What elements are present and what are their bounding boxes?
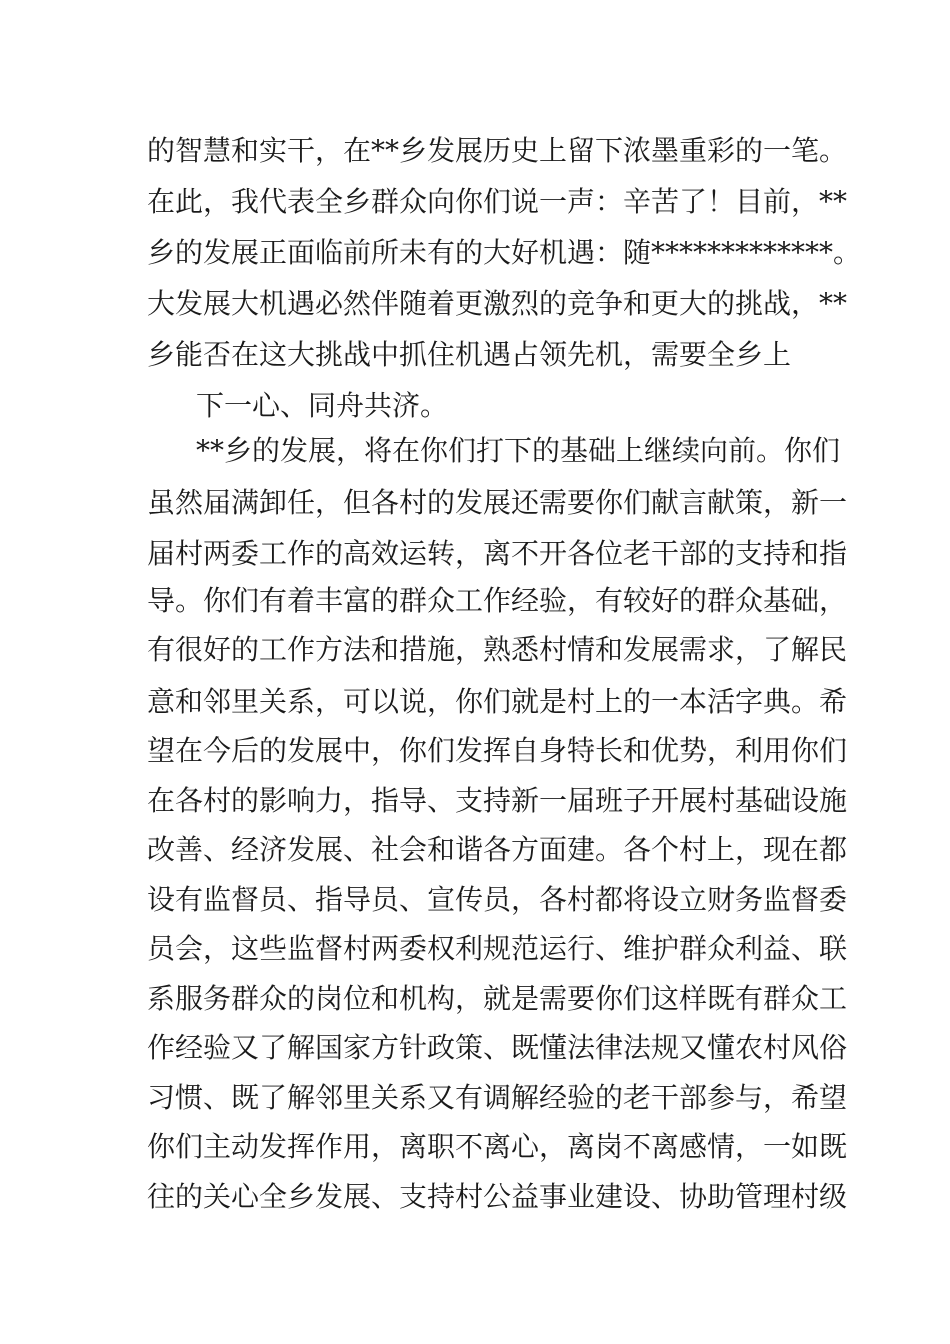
text-line: 往的关心全乡发展、支持村公益事业建设、协助管理村级 (147, 1180, 848, 1213)
text-line: 员会，这些监督村两委权利规范运行、维护群众利益、联 (147, 932, 848, 965)
text-line: 意和邻里关系，可以说，你们就是村上的一本活字典。希 (147, 685, 848, 718)
text-line: 乡能否在这大挑战中抓住机遇占领先机，需要全乡上 (147, 338, 792, 371)
text-line: 习惯、既了解邻里关系又有调解经验的老干部参与，希望 (147, 1081, 848, 1114)
text-line: 你们主动发挥作用，离职不离心，离岗不离感情，一如既 (147, 1130, 848, 1163)
text-line: 设有监督员、指导员、宣传员，各村都将设立财务监督委 (147, 883, 848, 916)
text-line: 望在今后的发展中，你们发挥自身特长和优势，利用你们 (147, 734, 848, 767)
text-line: 大发展大机遇必然伴随着更激烈的竞争和更大的挑战，** (147, 287, 848, 320)
text-line: 的智慧和实干，在**乡发展历史上留下浓墨重彩的一笔。 (147, 134, 848, 167)
text-line: 导。你们有着丰富的群众工作经验，有较好的群众基础， (147, 584, 848, 617)
text-line: 在此，我代表全乡群众向你们说一声：辛苦了！目前，** (147, 185, 848, 218)
text-line: 虽然届满卸任，但各村的发展还需要你们献言献策，新一 (147, 486, 848, 519)
text-line: 有很好的工作方法和措施，熟悉村情和发展需求，了解民 (147, 633, 848, 666)
paragraph-start: **乡的发展，将在你们打下的基础上继续向前。你们 (196, 434, 841, 467)
text-line: 系服务群众的岗位和机构，就是需要你们这样既有群众工 (147, 982, 848, 1015)
text-line: 作经验又了解国家方针政策、既懂法律法规又懂农村风俗 (147, 1031, 848, 1064)
text-line: 届村两委工作的高效运转，离不开各位老干部的支持和指 (147, 537, 848, 570)
text-line: 改善、经济发展、社会和谐各方面建。各个村上，现在都 (147, 833, 848, 866)
text-line: 在各村的影响力，指导、支持新一届班子开展村基础设施 (147, 784, 848, 817)
paragraph-continuation: 下一心、同舟共济。 (196, 389, 449, 422)
text-line: 乡的发展正面临前所未有的大好机遇：随*************。 (147, 236, 862, 269)
